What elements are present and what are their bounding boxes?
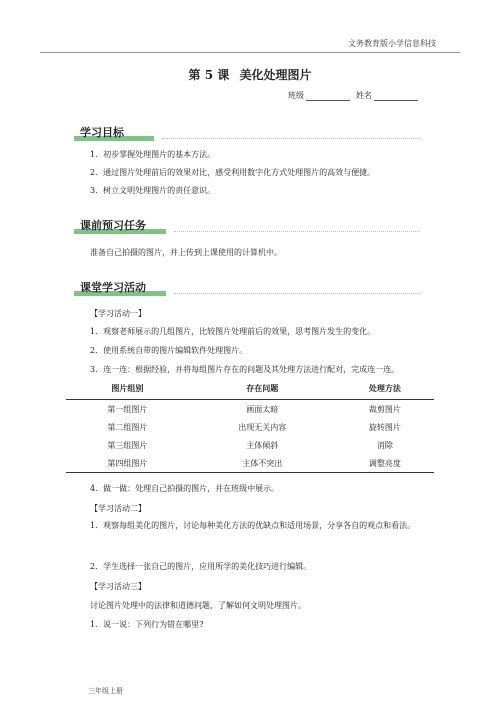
goals-heading: 学习目标: [80, 126, 124, 139]
class-blank[interactable]: [306, 91, 350, 101]
activity-three-item: 1．说一说：下列行为错在哪里?: [90, 620, 204, 629]
activity-one-label: 【学习活动一】: [90, 309, 146, 318]
activities-heading: 课堂学习活动: [80, 281, 146, 294]
activity-three-label: 【学习活动三】: [90, 582, 146, 591]
table-cell: 第一组图片: [107, 404, 148, 414]
table-cell: 主体不突出: [189, 454, 336, 473]
goal-item: 3．树立文明处理图片的责任意识。: [90, 186, 216, 195]
lesson-name: 美化处理图片: [239, 68, 312, 82]
page-title: [0, 66, 500, 83]
header-divider: [40, 52, 460, 53]
table-cell: 出现无关内容: [238, 422, 287, 432]
goals-dotted-rule: [162, 138, 420, 139]
table-cell: 旋转图片: [368, 422, 401, 432]
activity-one-item: 4．做一做：处理自己拍摄的图片，并在班级中展示。: [90, 484, 280, 493]
activity-one-item: 3．连一连：根据经验，并将每组图片存在的问题及其处理方法进行配对，完成连一连。: [90, 365, 400, 374]
table-header: 图片组别: [66, 382, 189, 400]
footer-grade: 三年级上册: [88, 687, 123, 695]
table-row: [66, 418, 434, 436]
table-cell: 裁剪图片: [368, 404, 401, 414]
table-row: [66, 454, 434, 473]
class-label: 班级: [288, 91, 304, 100]
table-header: 存在问题: [189, 382, 336, 400]
table-cell: 画面太暗: [246, 404, 279, 414]
activity-three-text: 讨论图片处理中的法律和道德问题，了解如何文明处理图片。: [90, 601, 306, 610]
lesson-number: 第 5 课: [188, 68, 230, 82]
table-cell: 第二组图片: [107, 422, 148, 432]
name-blank[interactable]: [374, 91, 418, 101]
activity-one-item: 1．观察老师展示的几组图片，比较图片处理前后的效果，思考图片发生的变化。: [90, 327, 376, 336]
matching-table: [66, 382, 434, 473]
table-row: [66, 436, 434, 454]
activities-dotted-rule: [174, 293, 420, 294]
name-label: 姓名: [356, 91, 372, 100]
table-cell: 消除: [376, 440, 393, 450]
goal-item: 1．初步掌握处理图片的基本方法。: [90, 150, 216, 159]
table-cell: 第四组图片: [66, 454, 189, 473]
activity-two-label: 【学习活动二】: [90, 504, 146, 513]
publisher-header: 文务教育版小学信息科技: [348, 39, 436, 48]
table-row: [66, 400, 434, 419]
table-header: 处理方法: [336, 382, 434, 400]
table-cell: 主体倾斜: [246, 440, 279, 450]
preview-heading: 课前预习任务: [80, 219, 146, 232]
activity-two-item: 1．观察每组美化的图片，讨论每种美化方法的优缺点和适用场景，分享各自的观点和看法。: [90, 521, 416, 530]
preview-text: 准备自己拍摄的图片，并上传到上课使用的计算机中。: [90, 248, 282, 257]
preview-dotted-rule: [174, 231, 420, 232]
goal-item: 2．通过图片处理前后的效果对比，感受利用数字化方式处理图片的高效与便捷。: [90, 168, 376, 177]
class-name-fields: [288, 90, 424, 101]
table-cell: 第三组图片: [107, 440, 148, 450]
activity-one-item: 2．使用系统自带的图片编辑软件处理图片。: [90, 346, 248, 355]
activity-two-item: 2．学生选择一张自己的图片，应用所学的美化技巧进行编辑。: [90, 562, 312, 571]
table-header-row: [66, 382, 434, 400]
table-cell: 调整亮度: [336, 454, 434, 473]
